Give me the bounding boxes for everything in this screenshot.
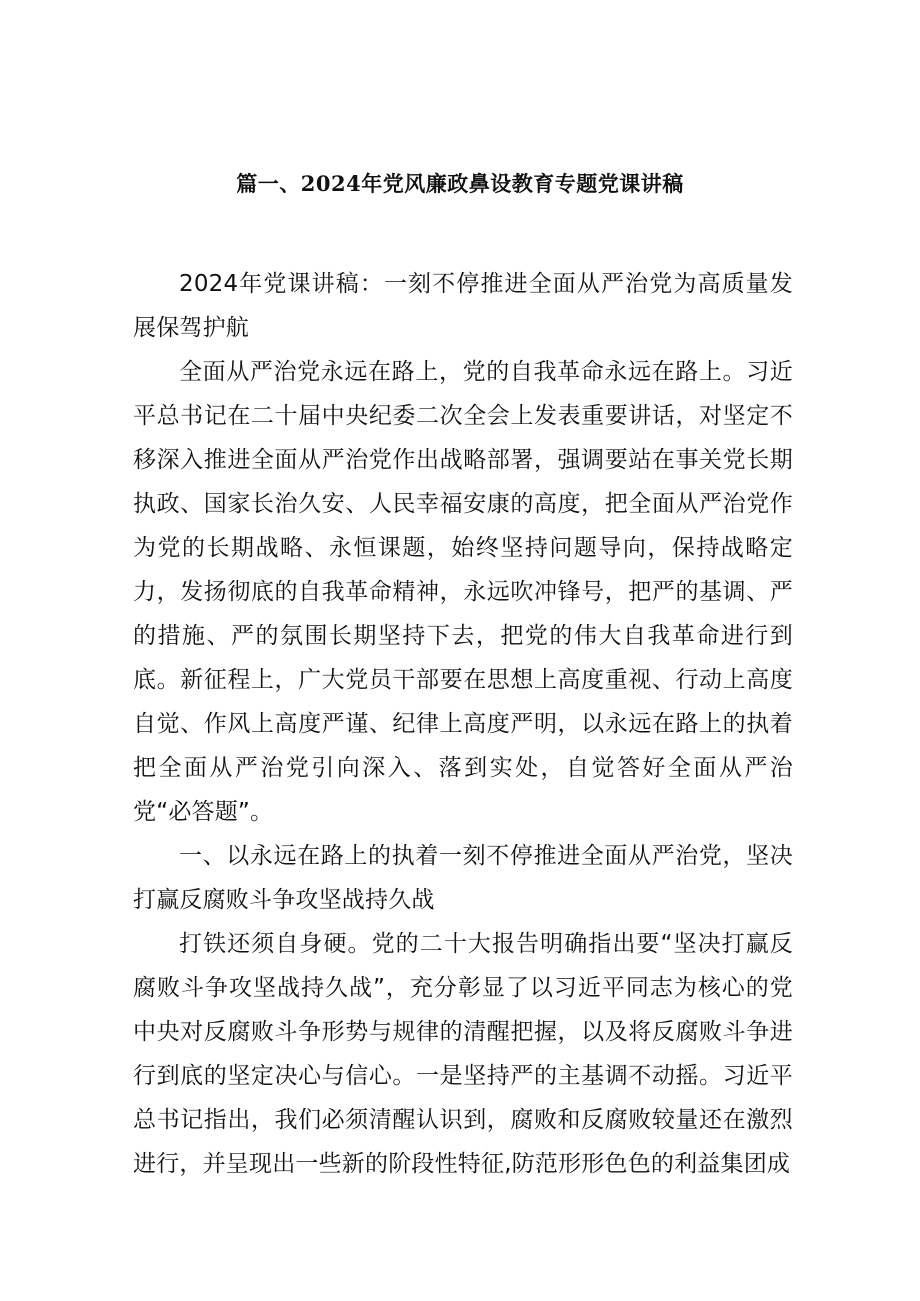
document-body [133,262,793,1186]
section-one-paragraph: 打铁还须自身硬。党的二十大报告明确指出要“坚决打赢反腐败斗争攻坚战持久战”，充分彰显了以习近平同志为核心的党中央对反腐败斗争形势与规律的清醒把握，以及将反腐败斗争进行到底的坚定决心与信心。一是坚持严的主基调不动摇。习近平总书记指出，我们必须清醒认识到，腐败和反腐败较量还在激烈进行，并呈现出一些新的阶段性特征,防范形形色色的利益集团成 [133,931,793,1177]
intro-paragraph: 全面从严治党永远在路上，党的自我革命永远在路上。习近平总书记在二十届中央纪委二次全会上发表重要讲话，对坚定不移深入推进全面从严治党作出战略部署，强调要站在事关党长期执政、国家长治久安、人民幸福安康的高度，把全面从严治党作为党的长期战略、永恒课题，始终坚持问题导向，保持战略定力，发扬彻底的自我革命精神，永远吹冲锋号，把严的基调、严的措施、严的氛围长期坚持下去，把党的伟大自我革命进行到底。新征程上，广大党员干部要在思想上高度重视、行动上高度自觉、作风上高度严谨、纪律上高度严明，以永远在路上的执着把全面从严治党引向深入、落到实处，自觉答好全面从严治党“必答题”。 [133,359,793,825]
document-title: 篇一、2024年党风廉政鼻设教育专题党课讲稿 [236,171,684,196]
lecture-subtitle-paragraph: 2024年党课讲稿：一刻不停推进全面从严治党为高质量发展保驾护航 [133,271,793,341]
section-one-heading: 一、以永远在路上的执着一刻不停推进全面从严治党，坚决打赢反腐败斗争攻坚战持久战 [133,843,793,913]
